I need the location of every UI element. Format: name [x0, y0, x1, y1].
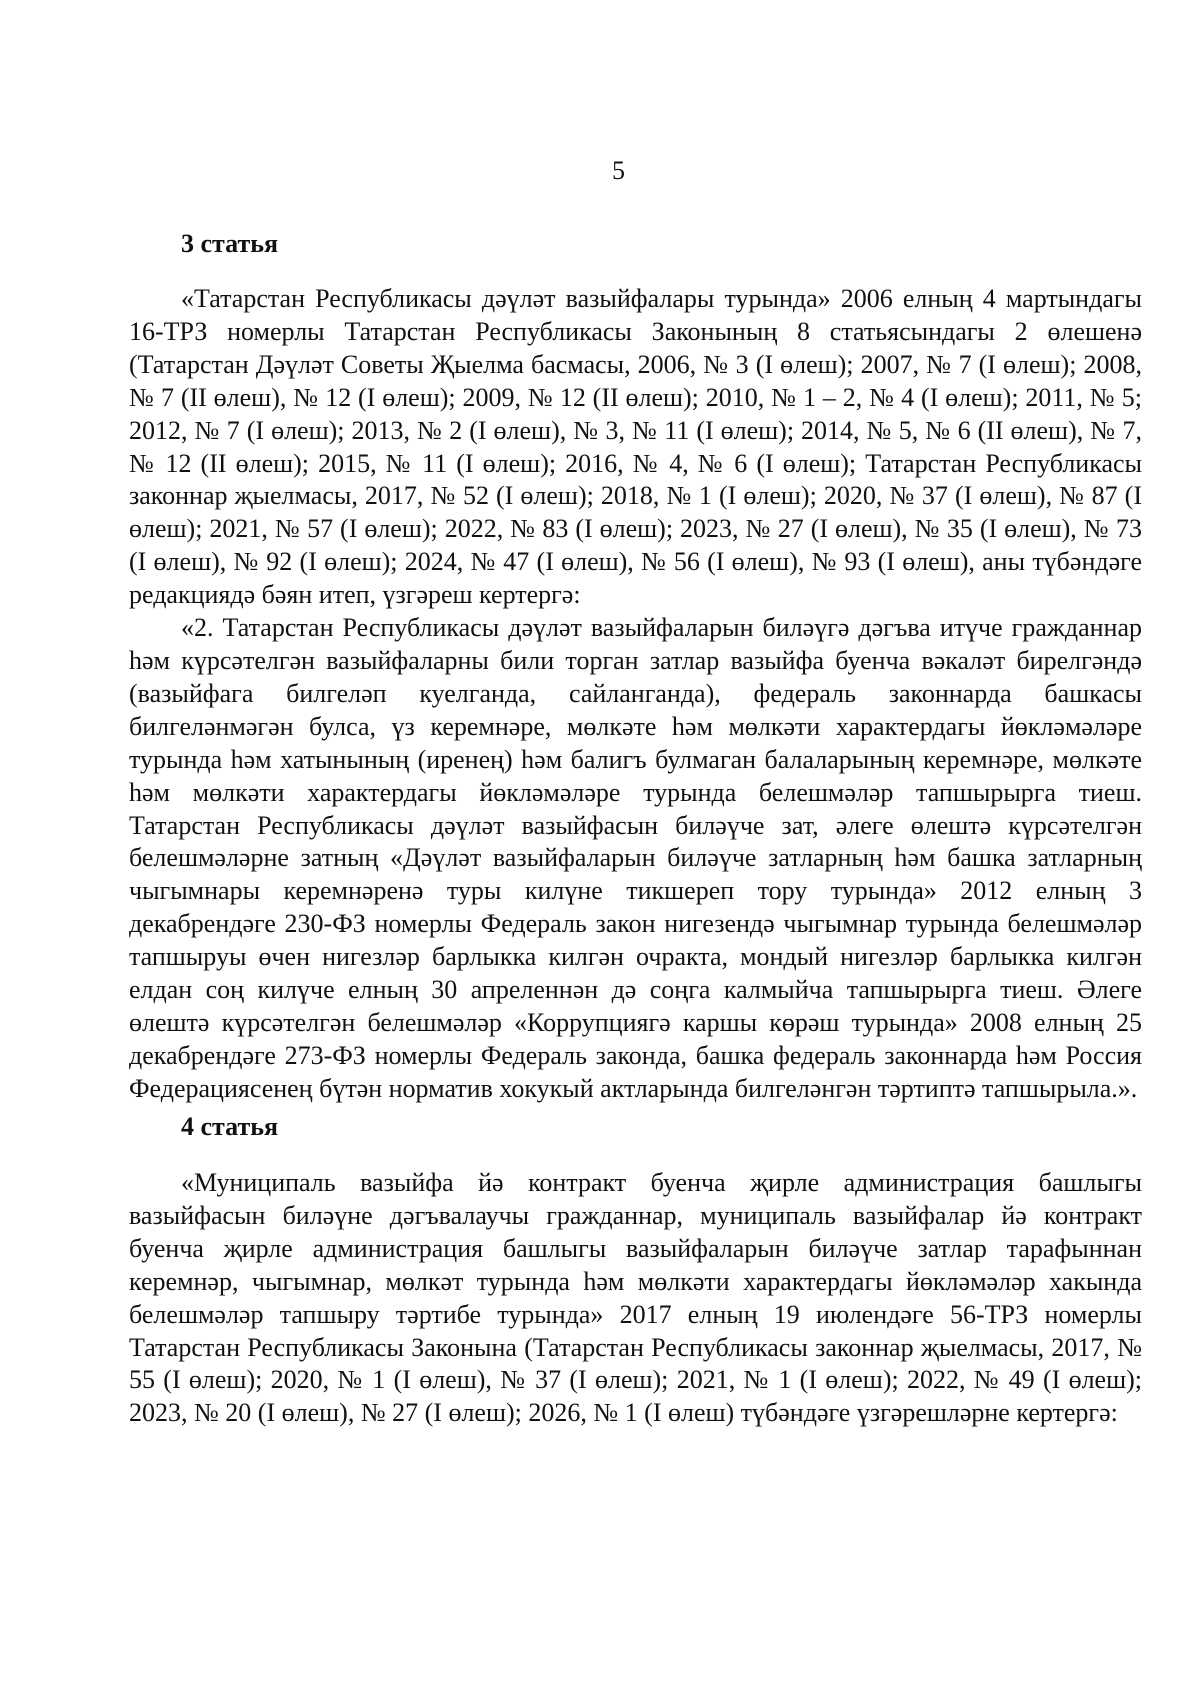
article-3-heading: 3 статья — [181, 229, 279, 258]
article-4-heading: 4 статья — [181, 1112, 279, 1141]
article-4-intro-paragraph: «Муниципаль вазыйфа йә контракт буенча җирле администрация башлыгы вазыйфасын биләүне дәгъвалаучы гражданнар, муниципаль вазыйфалар йә контракт буенча җирле администрация башлыгы вазыйфаларын биләүче затлар тарафыннан керемнәр, чыгымнар, мөлкәт турында һәм мөлкәти характердагы йөкләмәләр хакында белешмәләр тапшыру тәртибе турында» 2017 елның 19 июлендәге 56-ТРЗ номерлы Татарстан Республикасы Законына (Татарстан Республикасы законнар җыелмасы, 2017, № 55 (I өлеш); 2020, № 1 (I өлеш), № 37 (I өлеш); 2021, № 1 (I өлеш); 2022, № 49 (I өлеш); 2023, № 20 (I өлеш), № 27 (I өлеш); 2026, № 1 (I өлеш) түбәндәге үзгәрешләрне кертергә: — [129, 1168, 1142, 1428]
page-number: 5 — [612, 156, 625, 185]
article-4-body — [129, 1167, 1142, 1430]
article-3-body — [129, 283, 1142, 1106]
article-3-intro-paragraph: «Татарстан Республикасы дәүләт вазыйфалары турында» 2006 елның 4 мартындагы 16-ТРЗ номерлы Татарстан Республикасы Законының 8 статьясындагы 2 өлешенә (Татарстан Дәүләт Советы Җыелма басмасы, 2006, № 3 (I өлеш); 2007, № 7 (I өлеш); 2008, № 7 (II өлеш), № 12 (I өлеш); 2009, № 12 (II өлеш); 2010, № 1 – 2, № 4 (I өлеш); 2011, № 5; 2012, № 7 (I өлеш); 2013, № 2 (I өлеш), № 3, № 11 (I өлеш); 2014, № 5, № 6 (II өлеш), № 7, № 12 (II өлеш); 2015, № 11 (I өлеш); 2016, № 4, № 6 (I өлеш); Татарстан Республикасы законнар җыелмасы, 2017, № 52 (I өлеш); 2018, № 1 (I өлеш); 2020, № 37 (I өлеш), № 87 (I өлеш); 2021, № 57 (I өлеш); 2022, № 83 (I өлеш); 2023, № 27 (I өлеш), № 35 (I өлеш), № 73 (I өлеш), № 92 (I өлеш); 2024, № 47 (I өлеш), № 56 (I өлеш), № 93 (I өлеш), аны түбәндәге редакциядә бәян итеп, үзгәреш кертергә: — [129, 284, 1142, 610]
article-3-quoted-paragraph: «2. Татарстан Республикасы дәүләт вазыйфаларын биләүгә дәгъва итүче гражданнар һәм күрсәтелгән вазыйфаларны били торган затлар вазыйфа буенча вәкаләт бирелгәндә (вазыйфага билгеләп куелганда, сайланганда), федераль законнарда башкасы билгеләнмәгән булса, үз керемнәре, мөлкәте һәм мөлкәти характердагы йөкләмәләре турында һәм хатынының (иренең) һәм балигъ булмаган балаларының керемнәре, мөлкәте һәм мөлкәти характердагы йөкләмәләре турында белешмәләр тапшырырга тиеш. Татарстан Республикасы дәүләт вазыйфасын биләүче зат, әлеге өлештә күрсәтелгән белешмәләрне затның «Дәүләт вазыйфаларын биләүче затларның һәм башка затларның чыгымнары керемнәренә туры килүне тикшереп тору турында» 2012 елның 3 декабрендәге 230-ФЗ номерлы Федераль закон нигезендә чыгымнар турында белешмәләр тапшыруы өчен нигезләр барлыкка килгән очракта, мондый нигезләр барлыкка килгән елдан соң килүче елның 30 апреленнән дә соңга калмыйча тапшырырга тиеш. Әлеге өлештә күрсәтелгән белешмәләр «Коррупциягә каршы көрәш турында» 2008 елның 25 декабрендәге 273-ФЗ номерлы Федераль законда, башка федераль законнарда һәм Россия Федерациясенең бүтән норматив хокукый актларында билгеләнгән тәртиптә тапшырыла.». — [129, 613, 1142, 1103]
